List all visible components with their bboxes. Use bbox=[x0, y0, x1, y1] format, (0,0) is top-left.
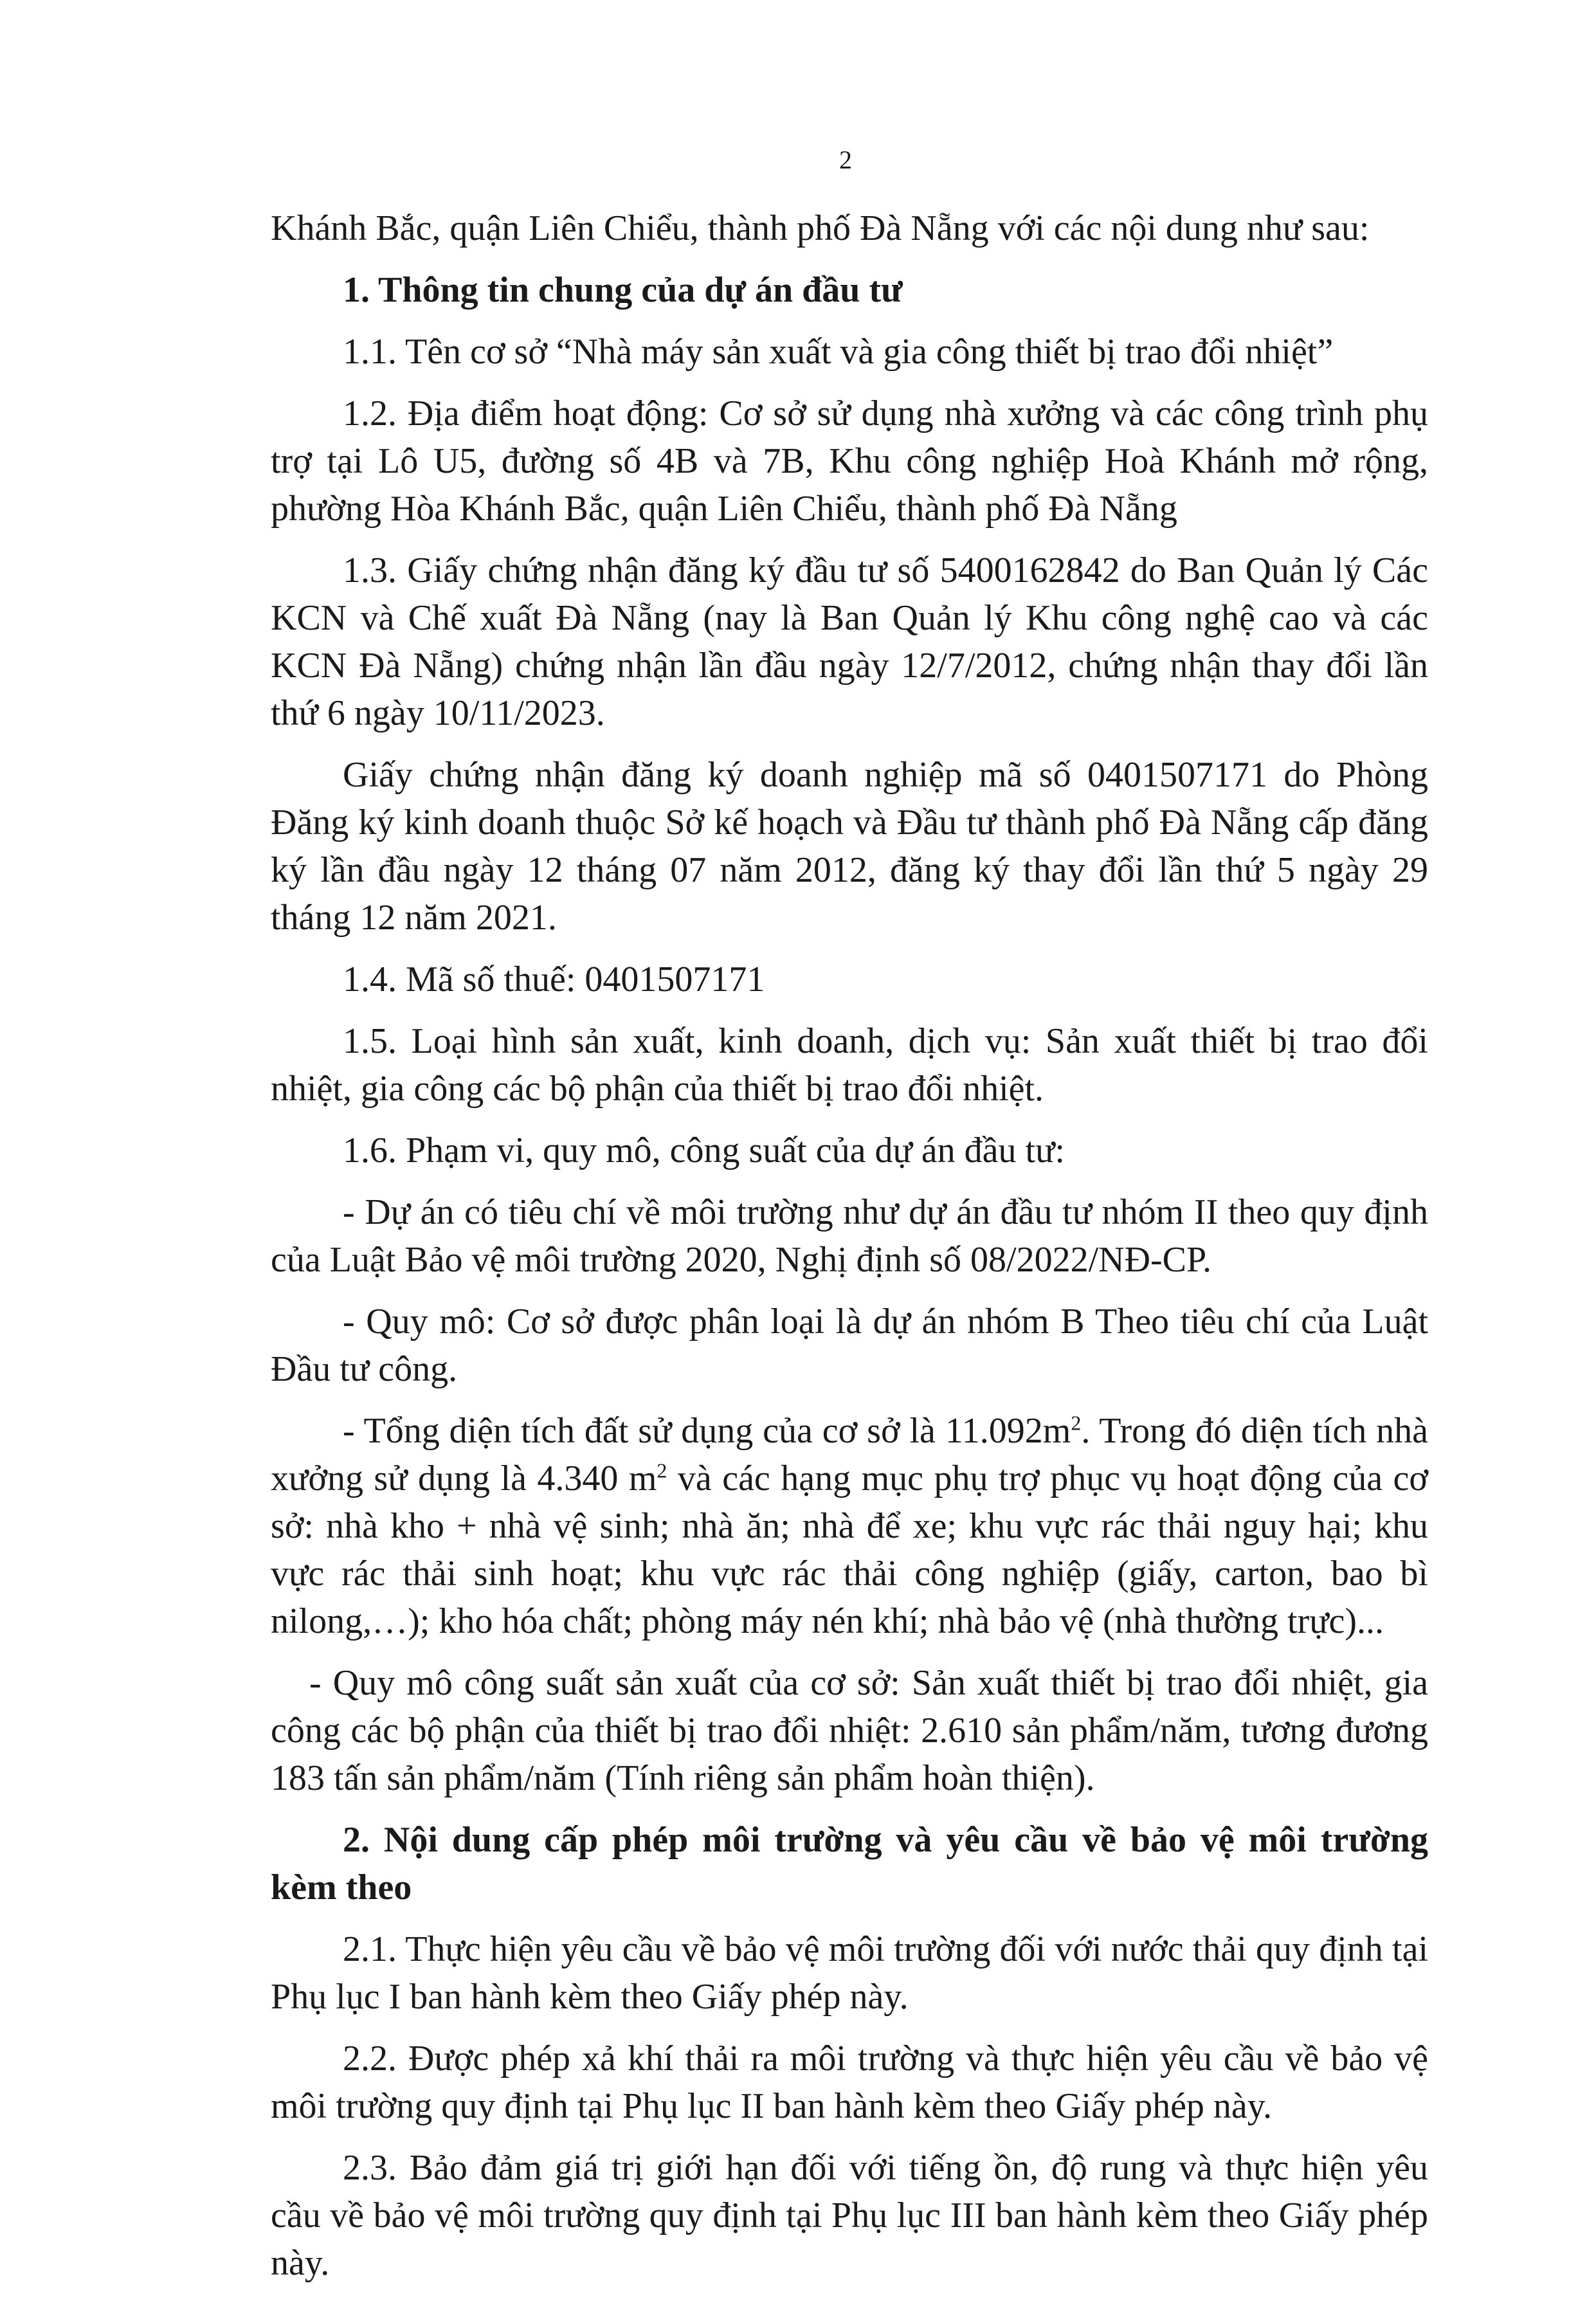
paragraph-2-2: 2.2. Được phép xả khí thải ra môi trường và thực hiện yêu cầu về bảo vệ môi trường quy định tại Phụ lục II ban hành kèm theo Giấy phép này. bbox=[271, 2039, 1428, 2126]
document-body bbox=[271, 205, 1428, 2301]
bullet-land-area bbox=[271, 1407, 1428, 1645]
paragraph-1-6: 1.6. Phạm vi, quy mô, công suất của dự án đầu tư: bbox=[343, 1131, 1065, 1170]
page-number: 2 bbox=[839, 145, 852, 174]
paragraph-1-3-business-registration: Giấy chứng nhận đăng ký doanh nghiệp mã số 0401507171 do Phòng Đăng ký kinh doanh thuộc Sở kế hoạch và Đầu tư thành phố Đà Nẵng cấp đăng ký lần đầu ngày 12 tháng 07 năm 2012, đăng ký thay đổi lần thứ 5 ngày 29 tháng 12 năm 2021. bbox=[271, 755, 1428, 938]
bullet-scale: - Quy mô: Cơ sở được phân loại là dự án nhóm B Theo tiêu chí của Luật Đầu tư công. bbox=[271, 1302, 1428, 1389]
paragraph-1-2: 1.2. Địa điểm hoạt động: Cơ sở sử dụng nhà xưởng và các công trình phụ trợ tại Lô U5, đường số 4B và 7B, Khu công nghiệp Hoà Khánh mở rộng, phường Hòa Khánh Bắc, quận Liên Chiểu, thành phố Đà Nẵng bbox=[271, 394, 1428, 529]
superscript-2: 2 bbox=[1071, 1411, 1082, 1435]
land-area-text-a: - Tổng diện tích đất sử dụng của cơ sở là 11.092m bbox=[343, 1411, 1071, 1451]
bullet-capacity: - Quy mô công suất sản xuất của cơ sở: Sản xuất thiết bị trao đổi nhiệt, gia công các bộ phận của thiết bị trao đổi nhiệt: 2.610 sản phẩm/năm, tương đương 183 tấn sản phẩm/năm (Tính riêng sản phẩm hoàn thiện). bbox=[271, 1663, 1428, 1798]
paragraph-1-1: 1.1. Tên cơ sở “Nhà máy sản xuất và gia công thiết bị trao đổi nhiệt” bbox=[343, 332, 1334, 372]
paragraph-2-3: 2.3. Bảo đảm giá trị giới hạn đối với tiếng ồn, độ rung và thực hiện yêu cầu về bảo vệ môi trường quy định tại Phụ lục III ban hành kèm theo Giấy phép này. bbox=[271, 2148, 1428, 2283]
land-area-text-b: . Trong đó diện tích nhà xưởng sử dụng là 4.340 m bbox=[271, 1411, 1428, 1498]
intro-line: Khánh Bắc, quận Liên Chiểu, thành phố Đà Nẵng với các nội dung như sau: bbox=[271, 208, 1370, 248]
section-1-heading: 1. Thông tin chung của dự án đầu tư bbox=[343, 270, 903, 310]
superscript-2: 2 bbox=[657, 1459, 667, 1482]
paragraph-1-4: 1.4. Mã số thuế: 0401507171 bbox=[343, 960, 765, 999]
paragraph-1-5: 1.5. Loại hình sản xuất, kinh doanh, dịch vụ: Sản xuất thiết bị trao đổi nhiệt, gia công các bộ phận của thiết bị trao đổi nhiệt. bbox=[271, 1021, 1428, 1109]
paragraph-2-1: 2.1. Thực hiện yêu cầu về bảo vệ môi trường đối với nước thải quy định tại Phụ lục I ban hành kèm theo Giấy phép này. bbox=[271, 1929, 1428, 2017]
section-2-heading: 2. Nội dung cấp phép môi trường và yêu cầu về bảo vệ môi trường kèm theo bbox=[271, 1820, 1428, 1907]
bullet-environment-criteria: - Dự án có tiêu chí về môi trường như dự án đầu tư nhóm II theo quy định của Luật Bảo vệ môi trường 2020, Nghị định số 08/2022/NĐ-CP. bbox=[271, 1192, 1428, 1280]
paragraph-1-3: 1.3. Giấy chứng nhận đăng ký đầu tư số 5400162842 do Ban Quản lý Các KCN và Chế xuất Đà Nẵng (nay là Ban Quản lý Khu công nghệ cao và các KCN Đà Nẵng) chứng nhận lần đầu ngày 12/7/2012, chứng nhận thay đổi lần thứ 6 ngày 10/11/2023. bbox=[271, 550, 1428, 733]
land-area-text-c: và các hạng mục phụ trợ phục vụ hoạt động của cơ sở: nhà kho + nhà vệ sinh; nhà ăn; nhà để xe; khu vực rác thải nguy hại; khu vực rác thải sinh hoạt; khu vực rác thải công nghiệp (giấy, carton, bao bì nilong,…); kho hóa chất; phòng máy nén khí; nhà bảo vệ (nhà thường trực)... bbox=[271, 1459, 1428, 1641]
